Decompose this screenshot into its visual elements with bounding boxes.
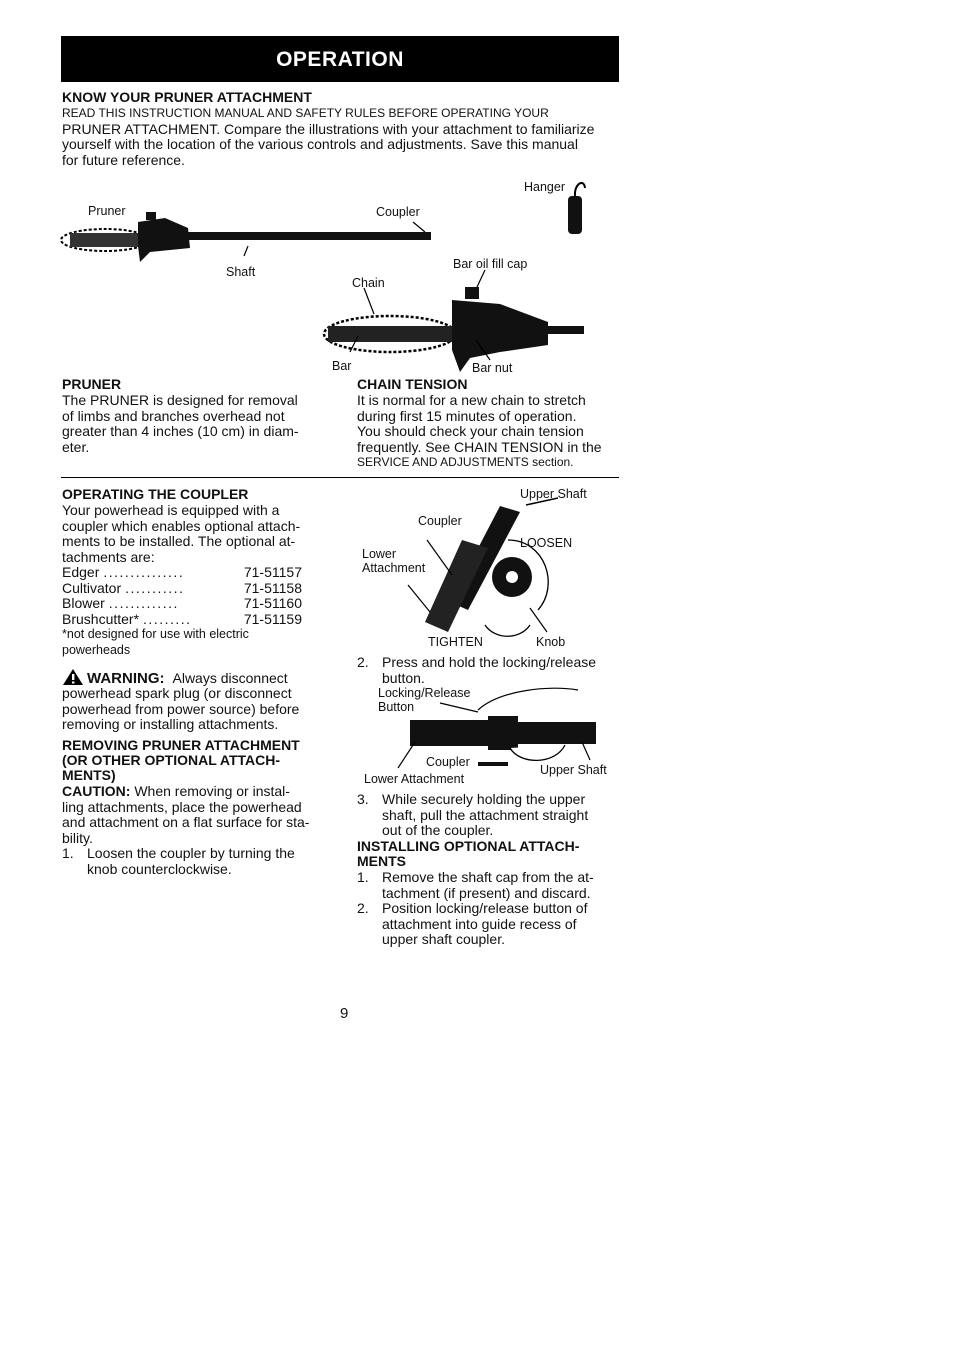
label-pruner: Pruner <box>88 204 126 218</box>
text-line: powerhead from power source) before <box>62 700 300 717</box>
text-line: powerhead spark plug (or disconnect <box>62 685 292 701</box>
label-line: Attachment <box>362 561 426 575</box>
text-line: ling attachments, place the powerhead <box>62 798 302 815</box>
coupler-heading: OPERATING THE COUPLER <box>62 486 249 502</box>
label-coupler: Coupler <box>376 205 420 219</box>
chain-tension-heading: CHAIN TENSION <box>357 376 468 392</box>
step-line: knob counterclockwise. <box>87 860 232 877</box>
attachment-name: Cultivator <box>62 579 122 596</box>
label-shaft: Shaft <box>226 265 256 279</box>
label-upper-shaft: Upper Shaft <box>520 487 587 501</box>
footnote-line: *not designed for use with electric <box>62 627 249 641</box>
label-coupler: Coupler <box>426 755 470 769</box>
label-lower-attachment: Lower Attachment <box>364 772 465 786</box>
caution-label: CAUTION: <box>62 783 131 799</box>
text-line: ments to be installed. The optional at- <box>62 533 296 549</box>
step-number: 3. <box>357 791 369 807</box>
label-chain: Chain <box>352 276 385 290</box>
heading-line: REMOVING PRUNER ATTACHMENT <box>62 737 300 753</box>
leader-dots: ........... <box>125 580 185 596</box>
text-line: eter. <box>62 438 90 455</box>
intro-line: yourself with the location of the various controls and adjustments. Save this manual <box>62 136 578 152</box>
text-line: frequently. See CHAIN TENSION in the <box>357 438 602 455</box>
step-line: button. <box>382 669 425 686</box>
label-bar-oil-fill-cap: Bar oil fill cap <box>453 257 528 271</box>
text-line: Your powerhead is equipped with a <box>62 502 280 518</box>
step-line: upper shaft coupler. <box>382 931 505 947</box>
label-knob: Knob <box>536 635 566 649</box>
step-item <box>357 870 622 901</box>
part-number: 71-51158 <box>243 579 302 596</box>
text-line: greater than 4 inches (10 cm) in diam- <box>62 423 299 439</box>
attachment-name: Brushcutter* <box>62 610 140 627</box>
text-line: bility. <box>62 829 93 846</box>
installing-heading <box>357 839 622 869</box>
warning-first-line: Always disconnect <box>172 669 288 686</box>
text-line: SERVICE AND ADJUSTMENTS section. <box>357 455 574 469</box>
label-loosen: LOOSEN <box>520 536 573 550</box>
label-line: Button <box>378 700 415 714</box>
intro-line: for future reference. <box>62 151 185 168</box>
step-number: 2. <box>357 654 369 670</box>
pruner-heading: PRUNER <box>62 376 122 392</box>
label-upper-shaft: Upper Shaft <box>540 763 607 777</box>
heading-line: MENTS <box>357 853 406 869</box>
footnote-line: powerheads <box>62 642 131 657</box>
label-coupler: Coupler <box>418 514 462 528</box>
step-line: shaft, pull the attachment straight <box>382 806 589 823</box>
label-line: Locking/Release <box>378 686 471 700</box>
part-number: 71-51157 <box>243 564 302 580</box>
label-hanger: Hanger <box>524 180 565 194</box>
step-number: 2. <box>357 900 369 916</box>
heading-line: MENTS) <box>62 767 116 783</box>
intro-line: PRUNER ATTACHMENT. Compare the illustrations with your attachment to familiarize <box>62 120 595 137</box>
heading-line: INSTALLING OPTIONAL ATTACH- <box>357 838 580 854</box>
text-line: The PRUNER is designed for removal <box>62 392 298 408</box>
step-line: out of the coupler. <box>382 822 494 838</box>
label-bar-nut: Bar nut <box>472 361 513 375</box>
leader-dots: ............. <box>108 596 179 611</box>
label-line: Lower <box>362 547 397 561</box>
step-line: attachment into guide recess of <box>382 915 577 932</box>
page-number: 9 <box>340 1005 349 1022</box>
label-locking-release-button <box>378 686 470 714</box>
step-line: Press and hold the locking/release <box>382 654 597 670</box>
text-line: and attachment on a flat surface for sta- <box>62 814 310 830</box>
step-line: tachment (if present) and discard. <box>382 884 591 901</box>
step-line: Position locking/release button of <box>382 900 588 916</box>
warning-label: WARNING: <box>87 669 165 687</box>
section-banner: OPERATION <box>61 36 619 82</box>
part-number: 71-51160 <box>243 595 302 611</box>
caution-first-line: When removing or instal- <box>134 783 290 799</box>
text-line: of limbs and branches overhead not <box>62 407 285 424</box>
leader-dots: ............... <box>103 565 185 580</box>
intro-line: READ THIS INSTRUCTION MANUAL AND SAFETY RULES BEFORE OPERATING YOUR <box>62 106 549 120</box>
step-line: Loosen the coupler by turning the <box>87 845 295 861</box>
text-line: during first 15 minutes of operation. <box>357 407 577 424</box>
text-line: tachments are: <box>62 548 155 565</box>
text-line: coupler which enables optional attach- <box>62 517 301 534</box>
label-tighten: TIGHTEN <box>428 635 483 649</box>
step-item <box>357 792 622 839</box>
step-line: While securely holding the upper <box>382 791 586 807</box>
step-number: 1. <box>62 845 74 861</box>
attachment-name: Edger <box>62 564 100 580</box>
text-line: removing or installing attachments. <box>62 716 279 732</box>
text-line: You should check your chain tension <box>357 423 584 439</box>
part-number: 71-51159 <box>243 610 302 627</box>
heading-line: (OR OTHER OPTIONAL ATTACH- <box>62 752 281 768</box>
step-line: Remove the shaft cap from the at- <box>382 869 594 885</box>
text-line: It is normal for a new chain to stretch <box>357 392 586 408</box>
step-item <box>357 901 622 948</box>
installing-steps <box>357 870 622 948</box>
label-bar: Bar <box>332 359 352 373</box>
know-heading: KNOW YOUR PRUNER ATTACHMENT <box>62 89 312 105</box>
step-number: 1. <box>357 869 369 885</box>
leader-dots: ......... <box>143 611 192 627</box>
attachment-name: Blower <box>62 595 105 611</box>
